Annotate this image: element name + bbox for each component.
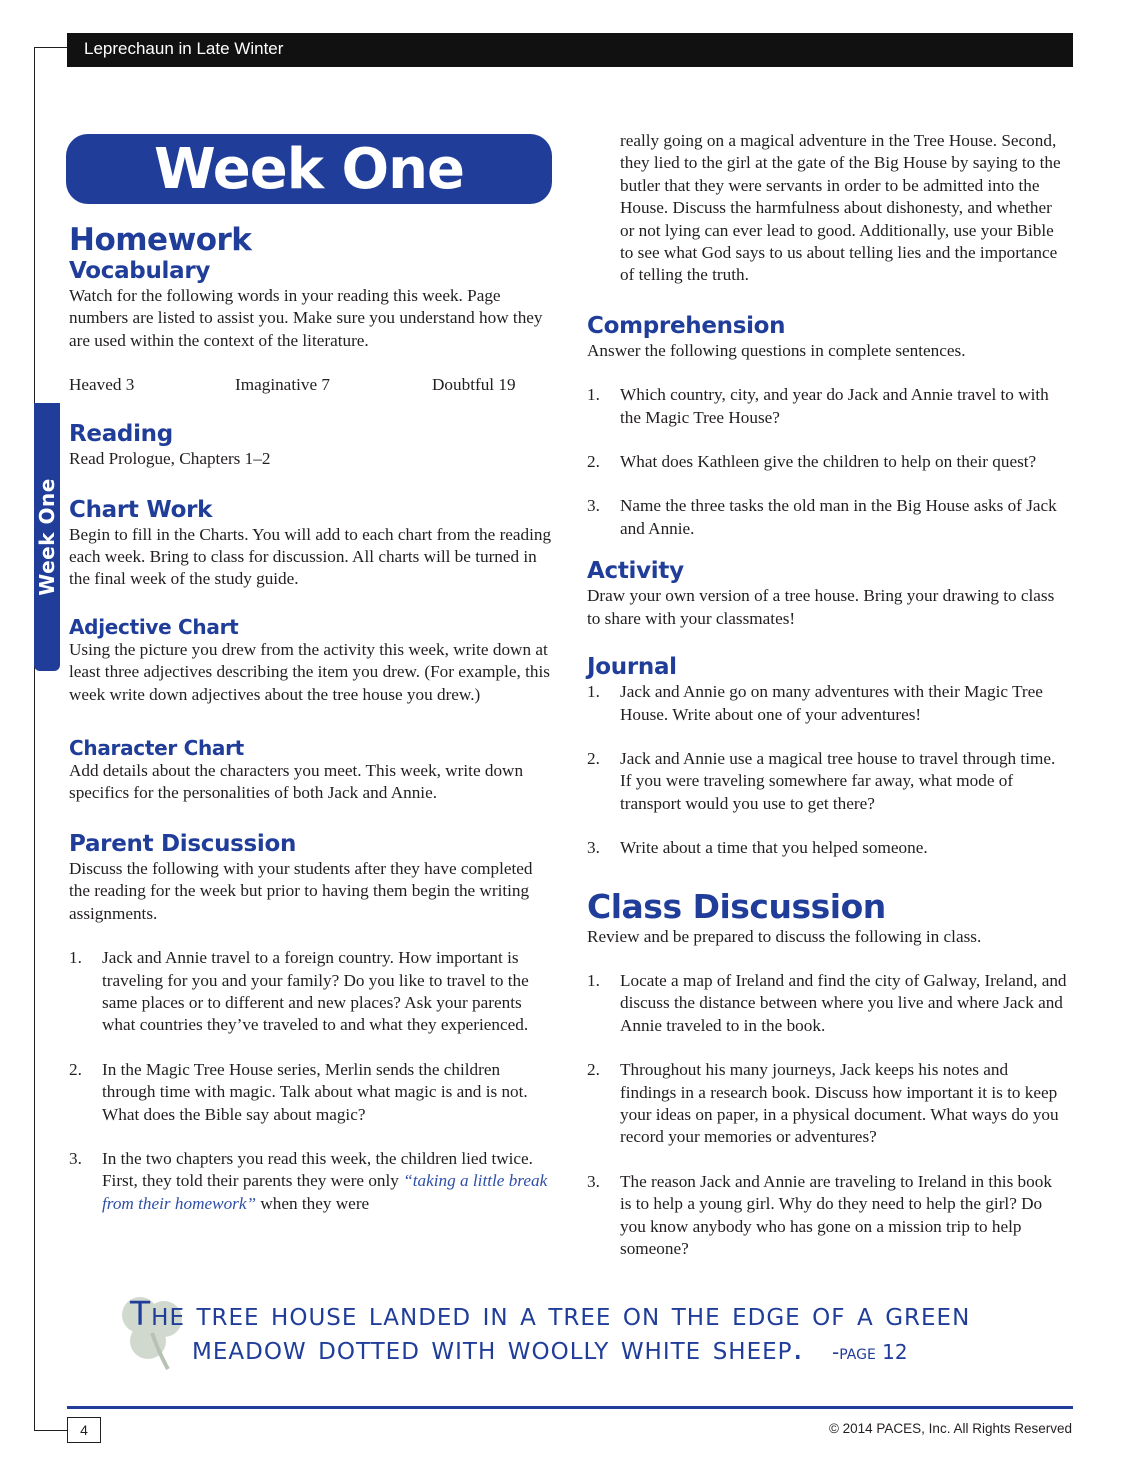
quote-page-ref: -page 12 [832, 1340, 908, 1364]
footer-rule [67, 1406, 1073, 1409]
reading-body: Read Prologue, Chapters 1–2 [69, 449, 271, 469]
book-quote [130, 1294, 1050, 1369]
left-column [69, 222, 553, 1237]
quote-line-2-wrap [130, 1328, 1050, 1369]
frame-line-left [34, 47, 35, 1430]
character-chart-heading: Character Chart [69, 736, 244, 761]
vocabulary-heading: Vocabulary [69, 258, 211, 284]
list-text: Throughout his many journeys, Jack keeps his notes and findings in a research book. Discuss how important it is to keep your ideas on paper, in a physical document. What ways do you record your memories or adventures? [620, 1060, 1059, 1147]
list-item [587, 681, 1067, 726]
page-number: 4 [67, 1417, 101, 1443]
comprehension-list [587, 384, 1067, 540]
frame-line-top [34, 47, 68, 48]
list-text: What does Kathleen give the children to help on their quest? [620, 452, 1037, 472]
character-chart-body: Add details about the characters you meet. This week, write down specifics for the personalities of both Jack and Annie. [69, 761, 524, 803]
parent-discussion-intro: Discuss the following with your students after they have completed the reading for the week but prior to having them begin the writing assignments. [69, 858, 533, 923]
list-text: Jack and Annie go on many adventures with their Magic Tree House. Write about one of your adventures! [620, 682, 1043, 724]
list-number: 1. [587, 385, 600, 405]
vocabulary-body: Watch for the following words in your reading this week. Page numbers are listed to assist you. Make sure you understand how they are used within the context of the literature. [69, 286, 543, 350]
journal-heading: Journal [587, 654, 677, 681]
vocabulary-words [69, 374, 553, 396]
header-title: Leprechaun in Late Winter [84, 39, 284, 58]
list-item [587, 1171, 1067, 1261]
side-tab-label: Week One [35, 478, 60, 596]
list-text: Name the three tasks the old man in the Big House asks of Jack and Annie. [620, 496, 1057, 538]
list-text: Locate a map of Ireland and find the city of Galway, Ireland, and discuss the distance between where you live and where Jack and Annie traveled to in the book. [620, 970, 1067, 1035]
journal-list [587, 681, 1067, 859]
list-number: 3. [587, 496, 600, 516]
list-number: 3. [587, 838, 600, 858]
list-item [587, 384, 1067, 429]
list-item [587, 495, 1067, 540]
vocab-word: Imaginative 7 [235, 375, 330, 395]
list-number: 2. [69, 1059, 82, 1079]
list-number: 3. [69, 1148, 82, 1168]
class-discussion-list [587, 970, 1067, 1260]
parent-discussion-list [69, 947, 553, 1215]
chart-work-body: Begin to fill in the Charts. You will add to each chart from the reading each week. Bring to class for discussion. All charts will be turned in the final week of the study guide. [69, 524, 552, 589]
list-item [587, 837, 1067, 859]
right-column [587, 130, 1067, 1260]
quote-line-2: meadow dotted with woolly white sheep. [192, 1328, 805, 1367]
activity-body: Draw your own version of a tree house. Bring your drawing to class to share with your classmates! [587, 586, 1055, 628]
adjective-chart-body: Using the picture you drew from the activity this week, write down at least three adjectives describing the item you drew. (For example, this week write down adjectives about the tree house you drew.) [69, 639, 550, 704]
list-item [587, 748, 1067, 815]
list-text: Write about a time that you helped someone. [620, 838, 928, 858]
list-number: 1. [587, 682, 600, 702]
list-number: 2. [587, 452, 600, 472]
list-number: 1. [587, 970, 600, 990]
homework-heading: Homework [69, 222, 252, 258]
parent-discussion-heading: Parent Discussion [69, 830, 297, 857]
list-text: The reason Jack and Annie are traveling to Ireland in this book is to help a young girl. Why do they need to help the girl? Do you know anybody who has gone on a mission trip to help someone? [620, 1171, 1052, 1258]
side-tab-label-wrap [34, 403, 60, 671]
quote-line-1: The tree house landed in a tree on the edge of a green [130, 1294, 971, 1333]
list-item [587, 970, 1067, 1037]
list-number: 2. [587, 1060, 600, 1080]
inline-quote: “taking a little break from their homework” [102, 1171, 548, 1213]
list-number: 1. [69, 948, 82, 968]
list-number: 3. [587, 1171, 600, 1191]
list-text: Which country, city, and year do Jack and Annie travel to with the Magic Tree House? [620, 385, 1049, 427]
list-text: Jack and Annie use a magical tree house to travel through time. If you were traveling somewhere far away, what mode of transport would you use to get there? [620, 748, 1056, 813]
list-item [587, 1059, 1067, 1149]
reading-heading: Reading [69, 421, 173, 448]
comprehension-heading: Comprehension [587, 312, 786, 339]
copyright: © 2014 PACES, Inc. All Rights Reserved [828, 1421, 1072, 1436]
list-number: 2. [587, 748, 600, 768]
activity-heading: Activity [587, 558, 684, 585]
vocab-word: Heaved 3 [69, 375, 135, 395]
list-item [587, 451, 1067, 473]
list-item [69, 1148, 553, 1215]
list-text-continued: when they were [256, 1193, 370, 1213]
class-discussion-intro: Review and be prepared to discuss the following in class. [587, 926, 982, 946]
vocab-word: Doubtful 19 [432, 375, 516, 395]
list-item [69, 1059, 553, 1126]
week-banner-title: Week One [154, 136, 464, 202]
frame-line-bottom [34, 1430, 68, 1431]
chart-work-heading: Chart Work [69, 496, 213, 523]
list-item [69, 947, 553, 1037]
class-discussion-heading: Class Discussion [587, 886, 886, 926]
adjective-chart-heading: Adjective Chart [69, 614, 239, 639]
comprehension-intro: Answer the following questions in complete sentences. [587, 340, 966, 360]
list-text: In the Magic Tree House series, Merlin sends the children through time with magic. Talk about what magic is and is not. What does the Bible say about magic? [102, 1059, 528, 1124]
week-banner [66, 134, 552, 204]
parent-discussion-continuation: really going on a magical adventure in the Tree House. Second, they lied to the girl at the gate of the Big House by saying to the butler that they were servants in order to be admitted into the House. Discuss the harmfulness about dishonesty, and whether or not lying can ever lead to good. Additionally, use your Bible to see what God says to us about telling lies and the importance of telling the truth. [620, 131, 1061, 285]
list-text: In the two chapters you read this week, the children lied twice. First, they told their parents they were only [102, 1148, 533, 1191]
list-text: Jack and Annie travel to a foreign country. How important is traveling for you and your family? Do you like to travel to the same places or to different and new places? Ask your parents what countries they’ve traveled to and what they experienced. [102, 948, 529, 1035]
